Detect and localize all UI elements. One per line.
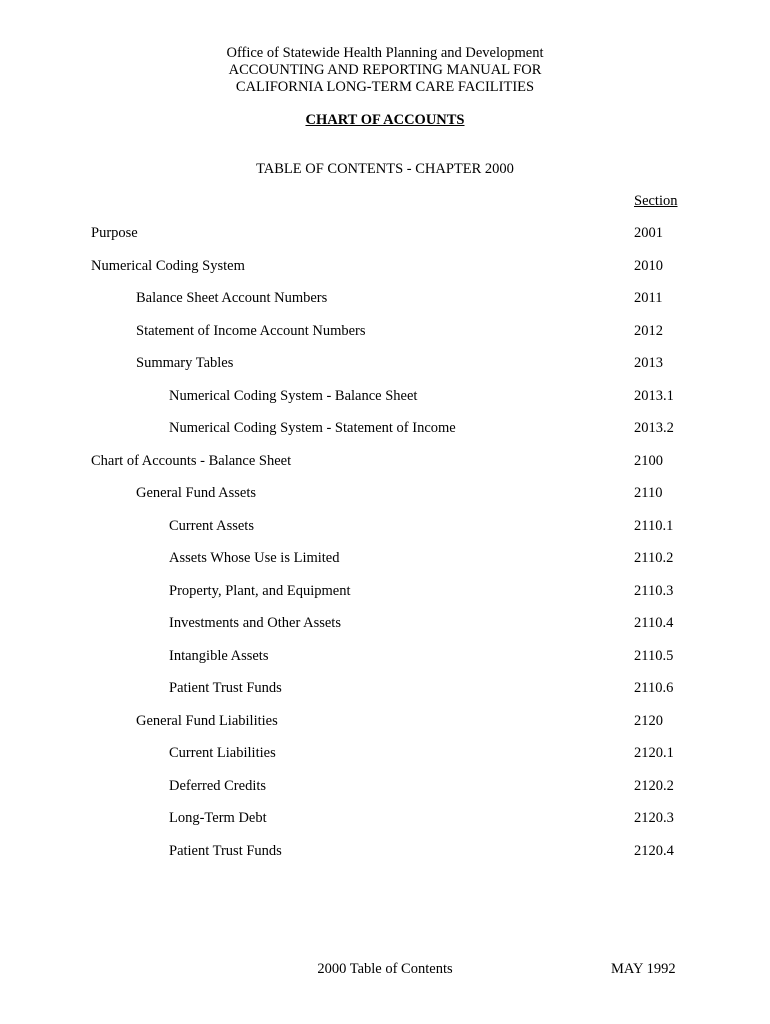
toc-entry-title: Long-Term Debt <box>169 810 267 826</box>
toc-entry-title: Intangible Assets <box>169 647 269 664</box>
footer-date: MAY 1992 <box>611 961 676 977</box>
toc-entry-section-number: 2120.3 <box>634 810 674 826</box>
toc-entry-title: Current Assets <box>169 517 254 534</box>
toc-entry-section-number: 2011 <box>634 290 663 306</box>
toc-entry <box>0 224 770 257</box>
toc-entry-title: Assets Whose Use is Limited <box>169 550 340 566</box>
toc-heading: TABLE OF CONTENTS - CHAPTER 2000 <box>256 161 514 177</box>
toc-entry-section-number: 2110.6 <box>634 680 674 696</box>
toc-entry-title: Numerical Coding System - Balance Sheet <box>169 387 418 404</box>
toc-entry <box>0 322 770 355</box>
toc-entry <box>0 679 770 712</box>
toc-entry-title: General Fund Assets <box>136 485 257 501</box>
toc-entry <box>0 842 770 875</box>
toc-entry-section-number: 2110.5 <box>634 647 674 664</box>
toc-entry-section-number: 2013 <box>634 355 663 371</box>
header-manual-subtitle: CALIFORNIA LONG-TERM CARE FACILITIES <box>235 79 535 95</box>
footer-page-label: 2000 Table of Contents <box>317 961 453 977</box>
toc-entry <box>0 614 770 647</box>
toc-entry-title: Patient Trust Funds <box>169 842 282 859</box>
toc-entry-title: Patient Trust Funds <box>169 680 282 696</box>
toc-entry <box>0 744 770 777</box>
header-agency: Office of Statewide Health Planning and Development <box>226 45 544 61</box>
toc-entry <box>0 647 770 680</box>
toc-entry-section-number: 2012 <box>634 322 663 339</box>
toc-entry-section-number: 2013.2 <box>634 420 674 436</box>
toc-entry-title: Property, Plant, and Equipment <box>169 582 351 599</box>
toc-entry-title: Numerical Coding System <box>91 257 245 274</box>
toc-entry-title: Purpose <box>91 225 138 241</box>
toc-entry-section-number: 2013.1 <box>634 387 674 404</box>
toc-entry-title: Numerical Coding System - Statement of Income <box>169 420 456 436</box>
header-manual-title: ACCOUNTING AND REPORTING MANUAL FOR <box>228 62 542 78</box>
toc-entry <box>0 354 770 387</box>
toc-entry <box>0 289 770 322</box>
toc-entry-section-number: 2120 <box>634 712 663 729</box>
toc-entry-section-number: 2110.1 <box>634 517 674 534</box>
table-of-contents <box>0 224 770 874</box>
toc-entry-section-number: 2120.2 <box>634 777 674 794</box>
toc-entry-section-number: 2110 <box>634 485 663 501</box>
toc-entry-section-number: 2110.2 <box>634 550 674 566</box>
toc-entry-section-number: 2120.4 <box>634 842 674 859</box>
toc-entry <box>0 582 770 615</box>
toc-entry-title: Statement of Income Account Numbers <box>136 322 366 339</box>
toc-entry <box>0 809 770 842</box>
toc-entry <box>0 712 770 745</box>
toc-entry-title: Current Liabilities <box>169 745 276 761</box>
toc-entry <box>0 777 770 810</box>
toc-entry-section-number: 2120.1 <box>634 745 674 761</box>
toc-entry-title: Balance Sheet Account Numbers <box>136 290 328 306</box>
toc-entry-section-number: 2010 <box>634 257 663 274</box>
toc-entry-title: General Fund Liabilities <box>136 712 278 729</box>
toc-entry-title: Investments and Other Assets <box>169 615 341 631</box>
toc-entry <box>0 517 770 550</box>
section-column-header: Section <box>634 193 678 209</box>
toc-entry-section-number: 2001 <box>634 225 663 241</box>
toc-entry <box>0 419 770 452</box>
toc-entry-title: Summary Tables <box>136 355 234 371</box>
toc-entry-title: Chart of Accounts - Balance Sheet <box>91 452 292 469</box>
toc-entry <box>0 452 770 485</box>
toc-entry <box>0 387 770 420</box>
toc-entry-section-number: 2100 <box>634 452 663 469</box>
page-title: CHART OF ACCOUNTS <box>305 112 465 128</box>
toc-entry-section-number: 2110.3 <box>634 582 674 599</box>
toc-entry <box>0 257 770 290</box>
toc-entry <box>0 484 770 517</box>
toc-entry <box>0 549 770 582</box>
toc-entry-section-number: 2110.4 <box>634 615 674 631</box>
toc-entry-title: Deferred Credits <box>169 777 267 794</box>
